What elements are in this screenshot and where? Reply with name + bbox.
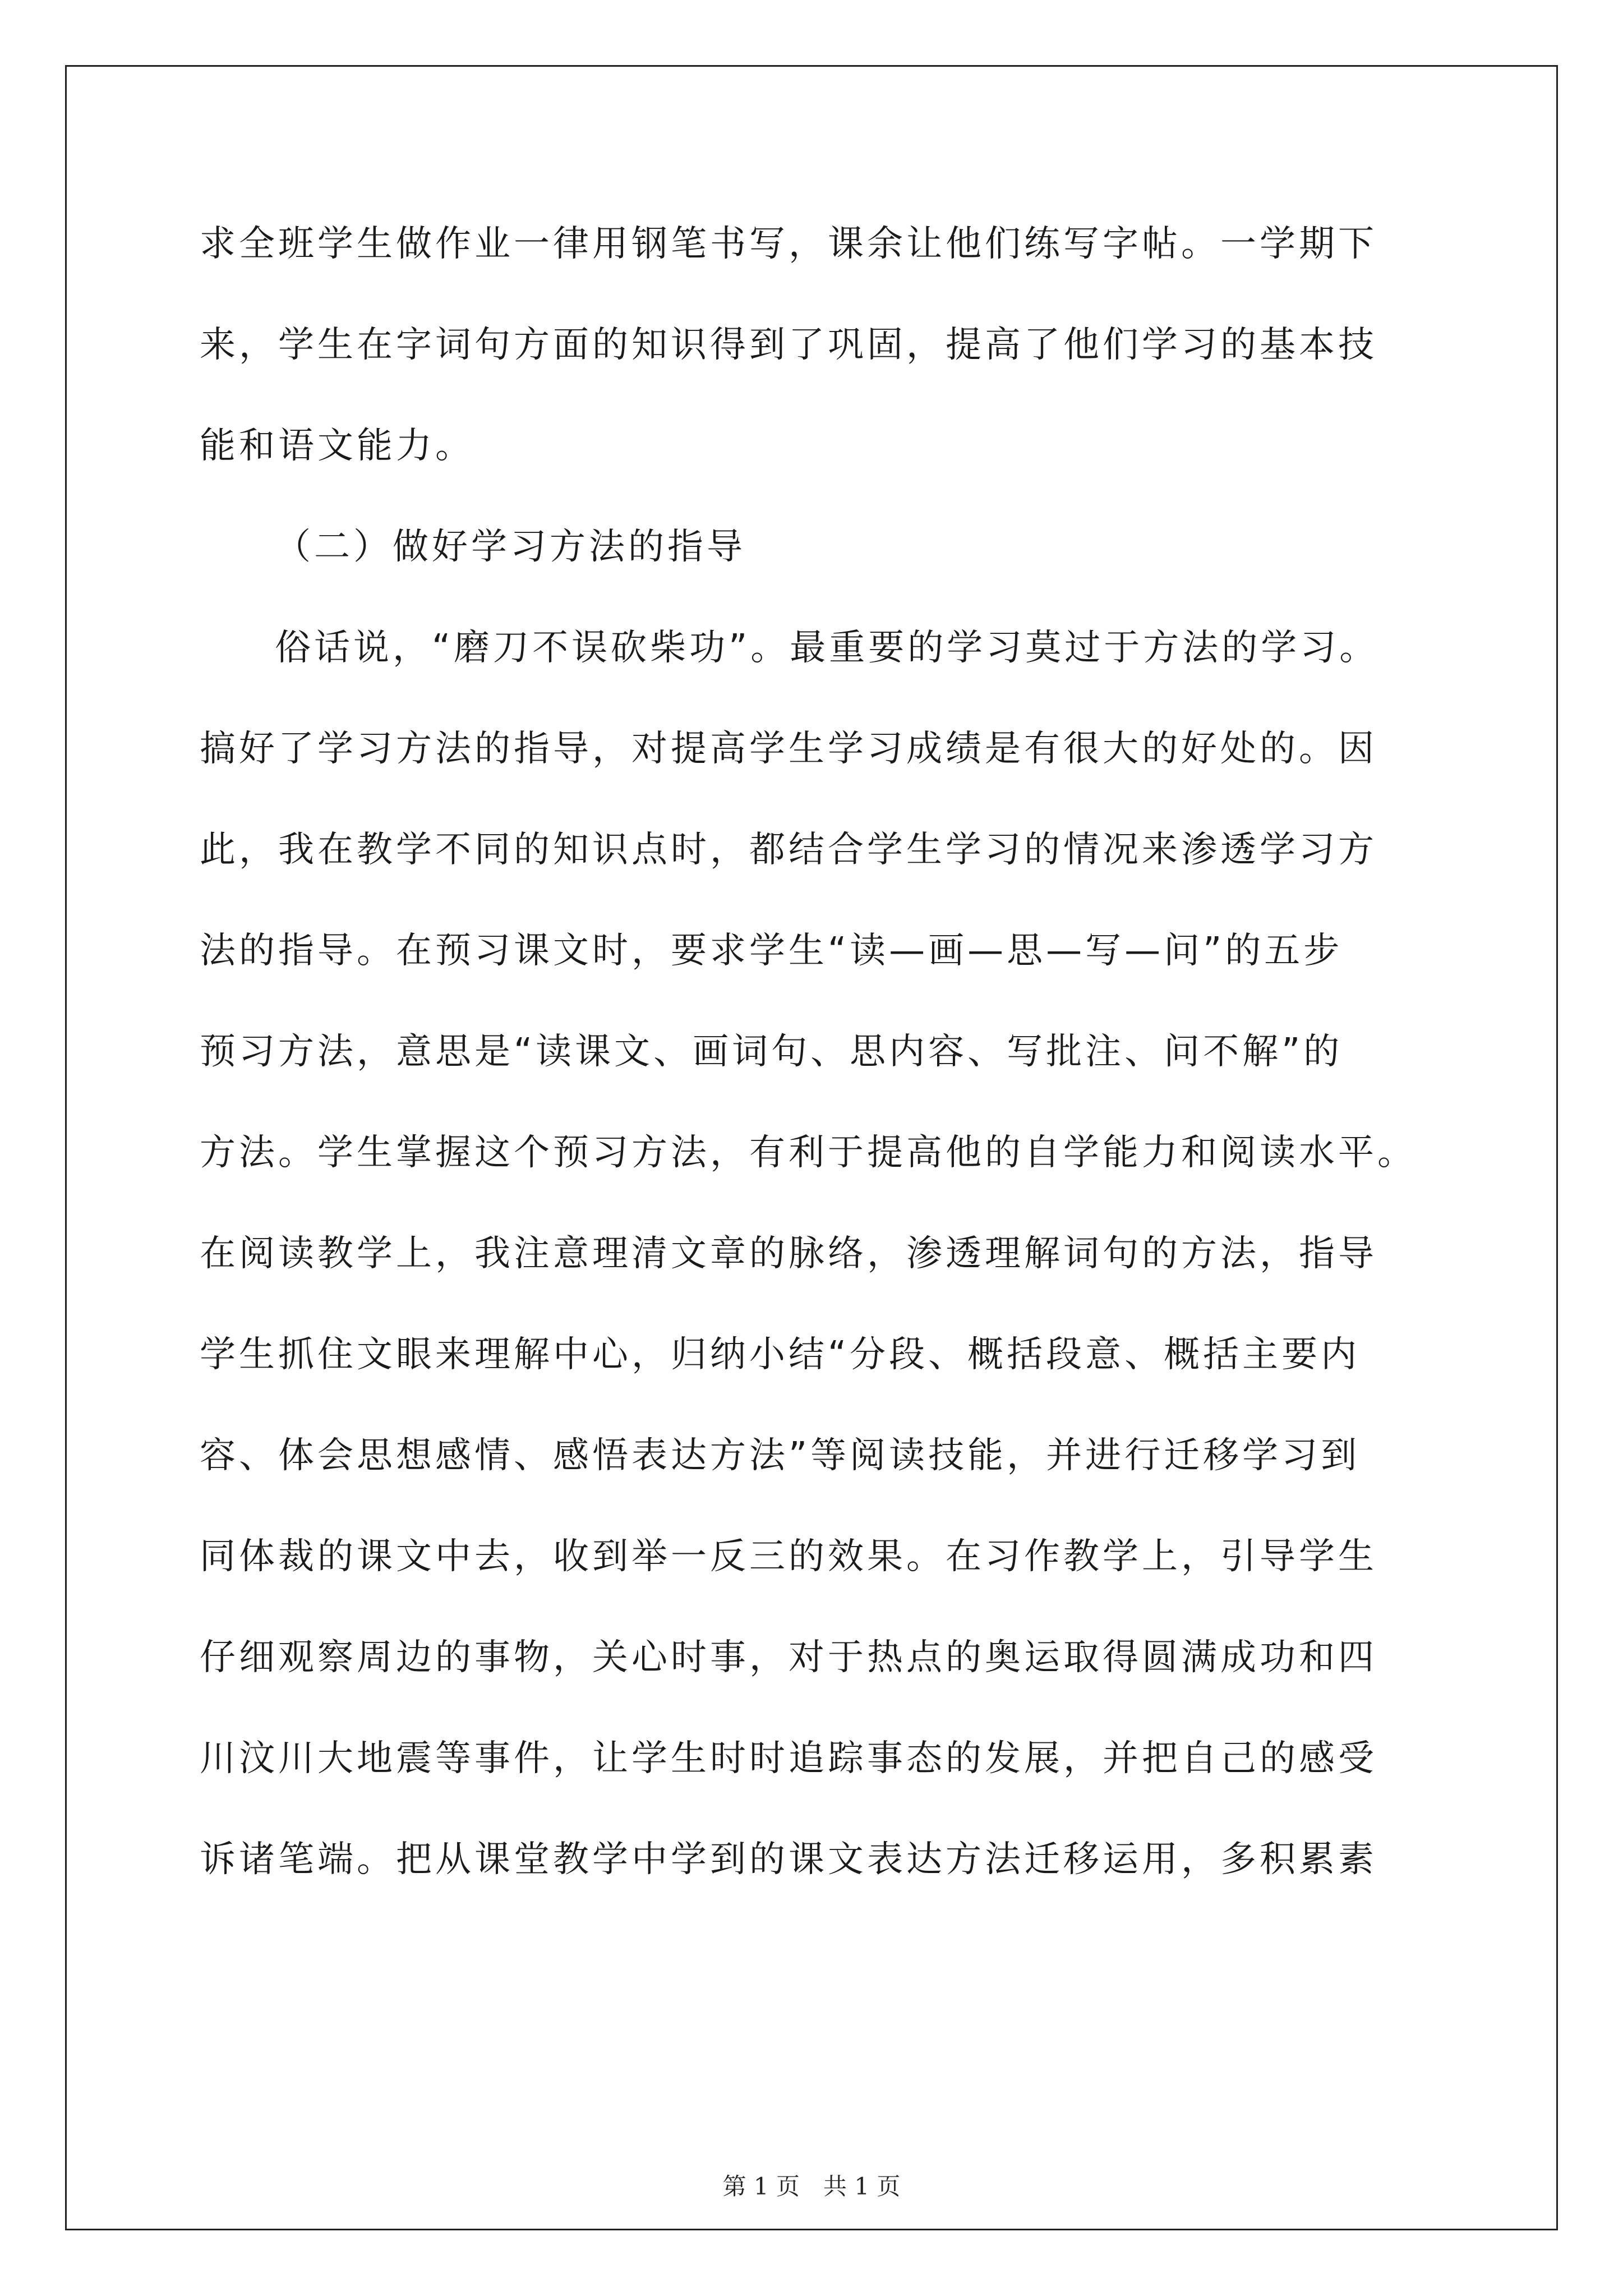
text-line: 在阅读教学上，我注意理清文章的脉络，渗透理解词句的方法，指导 — [200, 1233, 1377, 1274]
section-heading: （二）做好学习方法的指导 — [275, 526, 746, 568]
text-line: 诉诸笔端。把从课堂教学中学到的课文表达方法迁移运用，多积累素 — [200, 1839, 1377, 1880]
text-line: 此，我在教学不同的知识点时，都结合学生学习的情况来渗透学习方 — [200, 829, 1377, 871]
text-line: 求全班学生做作业一律用钢笔书写，课余让他们练写字帖。一学期下 — [200, 223, 1377, 265]
text-line: 来，学生在字词句方面的知识得到了巩固，提高了他们学习的基本技 — [200, 324, 1377, 366]
text-line: 俗话说，“磨刀不误砍柴功”。最重要的学习莫过于方法的学习。 — [275, 627, 1379, 669]
text-line: 法的指导。在预习课文时，要求学生“读—画—思—写—问”的五步 — [200, 930, 1343, 972]
text-line: 学生抓住文眼来理解中心，归纳小结“分段、概括段意、概括主要内 — [200, 1334, 1361, 1375]
text-line: 能和语文能力。 — [200, 425, 474, 467]
text-line: 方法。学生掌握这个预习方法，有利于提高他的自学能力和阅读水平。 — [200, 1132, 1417, 1174]
page-footer: 第 1 页 共 1 页 — [722, 2173, 901, 2200]
text-line: 搞好了学习方法的指导，对提高学生学习成绩是有很大的好处的。因 — [200, 728, 1377, 770]
text-line: 川汶川大地震等事件，让学生时时追踪事态的发展，并把自己的感受 — [200, 1738, 1377, 1779]
text-line: 同体裁的课文中去，收到举一反三的效果。在习作教学上，引导学生 — [200, 1536, 1377, 1577]
text-line: 预习方法，意思是“读课文、画词句、思内容、写批注、问不解”的 — [200, 1031, 1343, 1073]
text-line: 容、体会思想感情、感悟表达方法”等阅读技能，并进行迁移学习到 — [200, 1435, 1361, 1476]
text-line: 仔细观察周边的事物，关心时事，对于热点的奥运取得圆满成功和四 — [200, 1637, 1377, 1678]
